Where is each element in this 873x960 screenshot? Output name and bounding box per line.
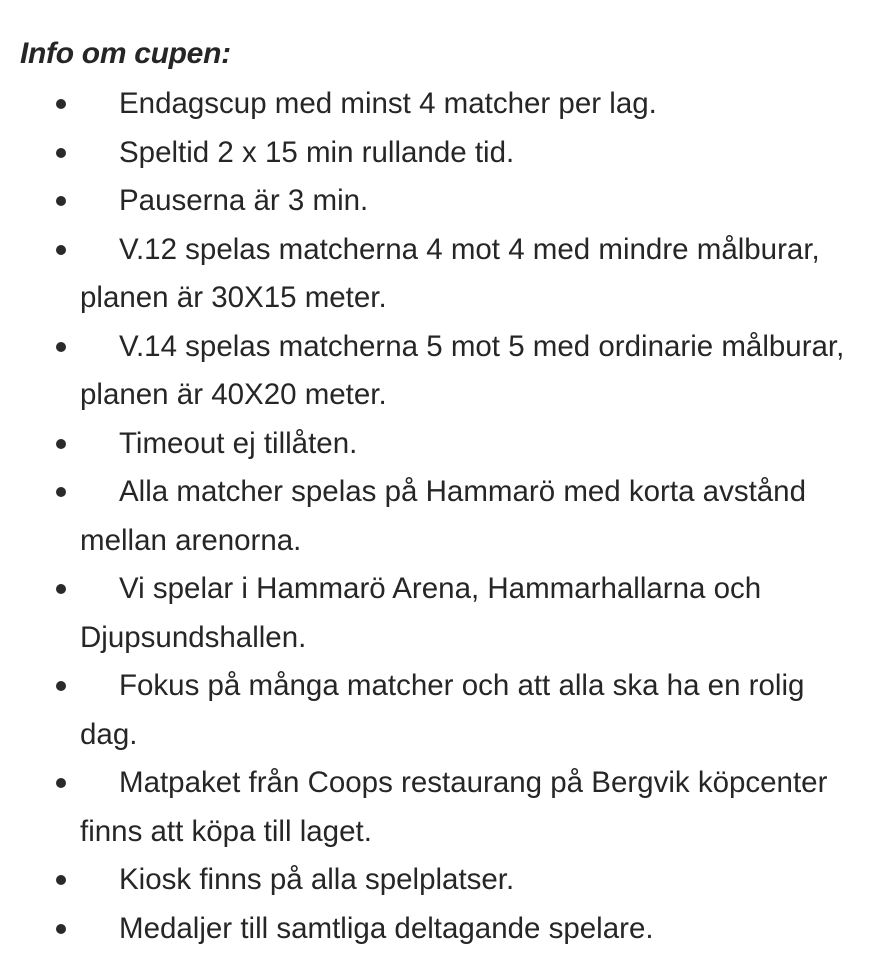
list-item [0, 226, 873, 323]
list-item-text: Medaljer till samtliga deltagande spelare. [119, 911, 654, 945]
list-item-text: Matpaket från Coops restaurang på Bergvik köpcenter finns att köpa till laget. [80, 766, 828, 848]
bullet-icon [56, 245, 66, 255]
list-item-text: Pauserna är 3 min. [119, 184, 369, 217]
list-item [0, 759, 873, 856]
list-item [0, 856, 873, 905]
bullet-icon [56, 148, 66, 158]
list-item-text: V.12 spelas matcherna 4 mot 4 med mindre målburar, planen är 30X15 meter. [80, 232, 820, 314]
list-item-text: Endagscup med minst 4 matcher per lag. [119, 87, 657, 120]
list-item [0, 177, 873, 226]
list-item [0, 420, 873, 469]
list-item [0, 129, 873, 178]
info-list [0, 80, 873, 953]
list-item [0, 80, 873, 129]
list-item [0, 468, 873, 565]
list-item [0, 323, 873, 420]
list-item-text: Timeout ej tillåten. [119, 426, 358, 460]
bullet-icon [56, 875, 66, 885]
list-item [0, 662, 873, 759]
bullet-icon [56, 99, 66, 109]
list-item-text: V.14 spelas matcherna 5 mot 5 med ordinarie målburar, planen är 40X20 meter. [80, 329, 845, 411]
bullet-icon [56, 584, 66, 594]
list-item-text: Fokus på många matcher och att alla ska ha en rolig dag. [80, 669, 805, 751]
list-item-text: Kiosk finns på alla spelplatser. [119, 863, 515, 896]
list-item [0, 905, 873, 954]
bullet-icon [56, 439, 66, 449]
bullet-icon [56, 924, 66, 934]
list-item-text: Alla matcher spelas på Hammarö med korta avstånd mellan arenorna. [80, 475, 806, 557]
bullet-icon [56, 681, 66, 691]
bullet-icon [56, 487, 66, 497]
bullet-icon [56, 196, 66, 206]
bullet-icon [56, 342, 66, 352]
list-item-text: Vi spelar i Hammarö Arena, Hammarhallarna och Djupsundshallen. [80, 572, 762, 654]
section-heading: Info om cupen: [20, 37, 231, 70]
bullet-icon [56, 778, 66, 788]
list-item-text: Speltid 2 x 15 min rullande tid. [119, 135, 515, 169]
list-item [0, 565, 873, 662]
